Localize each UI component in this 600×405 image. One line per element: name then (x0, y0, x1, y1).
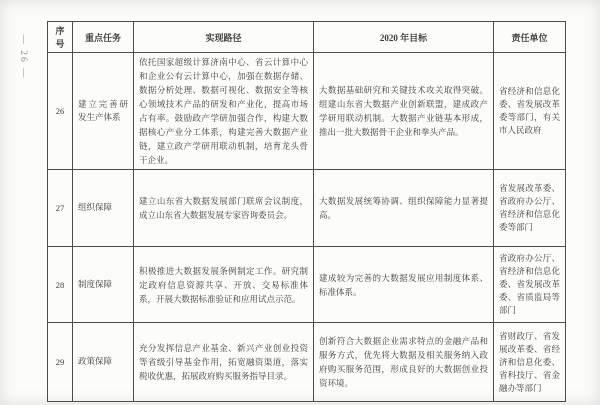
cell-key-task: 政策保障 (73, 323, 134, 402)
page-number: — 26 — (18, 34, 28, 80)
cell-serial-number: 27 (48, 170, 73, 247)
cell-serial-number: 29 (48, 323, 73, 402)
cell-responsible-unit: 省发展改革委、省政府办公厅、省经济和信息化委等部门 (494, 170, 566, 247)
cell-implementation-path: 建立山东省大数据发展部门联席会议制度，成立山东省大数据发展专家咨询委员会。 (134, 170, 314, 247)
table-header-row (48, 22, 566, 53)
cell-key-task: 组织保障 (73, 170, 134, 247)
table-row (48, 53, 566, 170)
table-row (48, 247, 566, 323)
cell-2020-goal: 大数据发展统筹协调、组织保障能力显著提高。 (314, 170, 494, 247)
table-row (48, 170, 566, 247)
cell-2020-goal: 创新符合大数据企业需求特点的金融产品和服务方式，优先将大数据及相关服务纳入政府购买服务范围，形成良好的大数据创业投资环境。 (314, 323, 494, 402)
cell-key-task: 建立完善研发生产体系 (73, 53, 134, 170)
cell-responsible-unit: 省财政厅、省发展改革委、省经济和信息化委、省科技厅、省金融办等部门 (494, 323, 566, 402)
cell-implementation-path: 依托国家超级计算济南中心、省云计算中心和企业公有云计算中心，加强在数据存储、数据分析处理、数据可视化、数据安全等核心领域技术产品的研发和产业化，提高市场占有率。鼓励政产学研加强合作，构建大数据核心产业分工体系，构建完善大数据产业链，建立政产学研用联动机制，培育龙头骨干企业。 (134, 53, 314, 170)
cell-implementation-path: 充分发挥信息产业基金、新兴产业创业投资等省级引导基金作用，拓宽融资渠道，落实税收优惠，拓展政府购买服务指导目录。 (134, 323, 314, 402)
header-key-task: 重点任务 (73, 22, 134, 53)
cell-implementation-path: 积极推进大数据发展条例制定工作。研究制定政府信息资源共享、开放、交易标准体系，开展大数据标准验证和应用试点示范。 (134, 247, 314, 323)
cell-responsible-unit: 省经济和信息化委、省发展改革委等部门，有关市人民政府 (494, 53, 566, 170)
cell-responsible-unit: 省政府办公厅、省经济和信息化委、省发展改革委、省质监局等部门 (494, 247, 566, 323)
cell-serial-number: 28 (48, 247, 73, 323)
table-row (48, 323, 566, 402)
cell-2020-goal: 大数据基础研究和关键技术攻关取得突破。组建山东省大数据产业创新联盟，建成政产学研用联动机制。大数据产业链基本形成，推出一批大数据骨干企业和拳头产品。 (314, 53, 494, 170)
header-serial-number: 序号 (48, 22, 73, 53)
cell-2020-goal: 建成较为完善的大数据发展应用制度体系、标准体系。 (314, 247, 494, 323)
header-implementation-path: 实现路径 (134, 22, 314, 53)
cell-key-task: 制度保障 (73, 247, 134, 323)
header-2020-goal: 2020 年目标 (314, 22, 494, 53)
header-responsible-unit: 责任单位 (494, 22, 566, 53)
cell-serial-number: 26 (48, 53, 73, 170)
key-tasks-table (47, 21, 566, 402)
